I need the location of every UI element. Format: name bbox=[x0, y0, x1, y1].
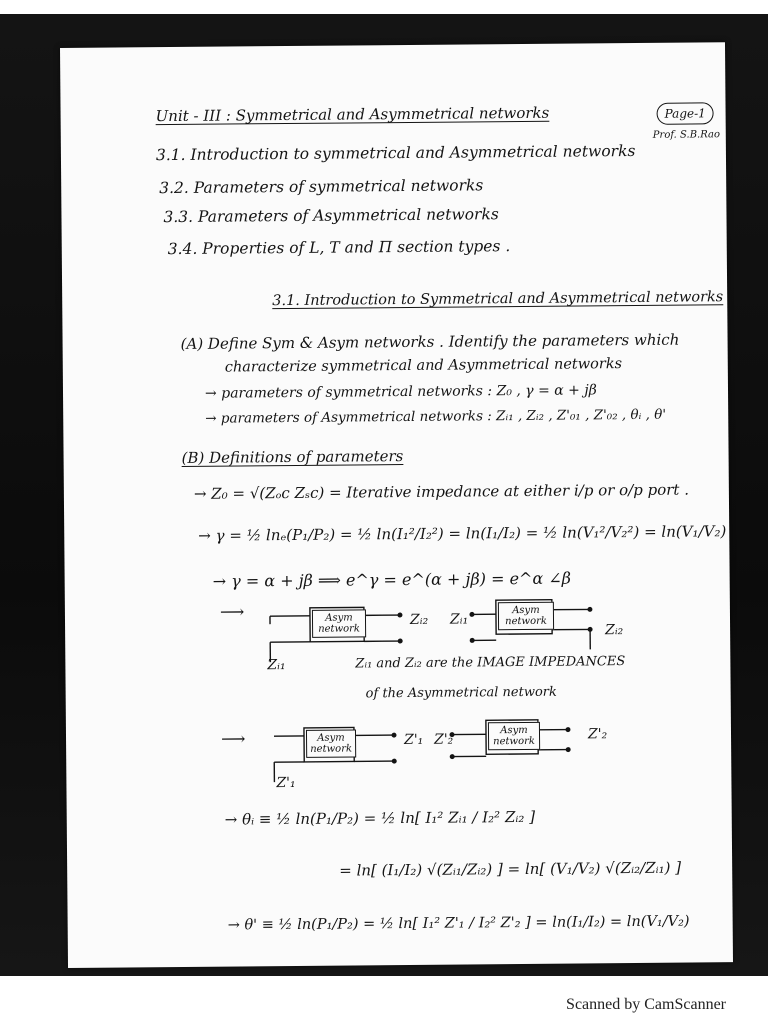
asym-network-block-2b: Asym network bbox=[488, 722, 540, 750]
scanned-photo bbox=[0, 14, 768, 976]
gamma-exponential: → γ = α + jβ ⟹ e^γ = e^(α + jβ) = e^α ∠β bbox=[212, 568, 572, 591]
theta-i-definition: → θᵢ ≡ ½ ln(P₁/P₂) = ½ ln[ I₁² Zᵢ₁ / I₂² Zᵢ₂ ] bbox=[224, 807, 536, 829]
zi1-label-mid: Zᵢ₁ bbox=[449, 611, 469, 628]
toc-item-3: 3.3. Parameters of Asymmetrical networks bbox=[163, 205, 499, 227]
z2-prime-label-right: Z'₂ bbox=[587, 726, 608, 743]
sym-params-line: → parameters of symmetrical networks : Z₀ , γ = α + jβ bbox=[204, 382, 597, 402]
scanner-footer bbox=[0, 976, 768, 1024]
section-heading: 3.1. Introduction to Symmetrical and Asymmetrical networks bbox=[272, 289, 724, 310]
asym-network-block-1a: Asym network bbox=[312, 609, 366, 637]
zi2-label-mid: Zᵢ₂ bbox=[409, 611, 429, 628]
toc-item-4: 3.4. Properties of L, T and Π section types . bbox=[167, 237, 511, 259]
z1-prime-label: Z'₁ bbox=[403, 731, 424, 749]
zi1-label-left: Zᵢ₁ bbox=[267, 657, 286, 674]
zi2-label-right: Zᵢ₂ bbox=[605, 622, 624, 639]
part-a-line1: (A) Define Sym & Asym networks . Identify the parameters which bbox=[180, 330, 680, 353]
scanner-watermark: Scanned by CamScanner bbox=[566, 996, 726, 1013]
image-impedance-note-1: Zᵢ₁ and Zᵢ₂ are the IMAGE IMPEDANCES bbox=[355, 654, 626, 672]
arrow-diagram-1: ⟶ bbox=[219, 602, 245, 623]
theta-i-continued: = ln[ (I₁/I₂) √(Zᵢ₁/Zᵢ₂) ] = ln[ (V₁/V₂) √(Zᵢ₂/Zᵢ₁) ] bbox=[339, 858, 682, 880]
handwritten-page bbox=[60, 42, 733, 968]
part-a-line2: characterize symmetrical and Asymmetrical networks bbox=[224, 356, 623, 376]
toc-item-2: 3.2. Parameters of symmetrical networks bbox=[159, 176, 484, 198]
part-b-heading: (B) Definitions of parameters bbox=[181, 447, 404, 467]
image-impedance-note-2: of the Asymmetrical network bbox=[365, 684, 557, 702]
z1-prime-label-left: Z'₁ bbox=[276, 774, 296, 792]
arrow-diagram-2: ⟶ bbox=[220, 729, 246, 750]
theta-prime-definition: → θ' ≡ ½ ln(P₁/P₂) = ½ ln[ I₁² Z'₁ / I₂² Z'₂ ] = ln(I₁/I₂) = ln(V₁/V₂) bbox=[227, 913, 690, 934]
toc-item-1: 3.1. Introduction to symmetrical and Asymmetrical networks bbox=[155, 141, 636, 165]
asym-network-block-2a: Asym network bbox=[306, 729, 356, 757]
author-note: Prof. S.B.Rao bbox=[652, 129, 721, 141]
z2-prime-label-mid: Z'₂ bbox=[433, 731, 454, 748]
gamma-definition: → γ = ½ lnₑ(P₁/P₂) = ½ ln(I₁²/I₂²) = ln(I₁/I₂) = ½ ln(V₁²/V₂²) = ln(V₁/V₂) bbox=[198, 522, 727, 545]
z0-definition: → Z₀ = √(Zₒc Zₛc) = Iterative impedance at either i/p or o/p port . bbox=[193, 480, 690, 503]
page-badge: Page-1 bbox=[657, 102, 714, 124]
asym-params-line: → parameters of Asymmetrical networks : Zᵢ₁ , Zᵢ₂ , Z'₀₁ , Z'₀₂ , θᵢ , θ' bbox=[205, 406, 667, 427]
asym-network-block-1b: Asym network bbox=[498, 602, 554, 630]
unit-title: Unit - III : Symmetrical and Asymmetrical networks bbox=[155, 103, 550, 126]
